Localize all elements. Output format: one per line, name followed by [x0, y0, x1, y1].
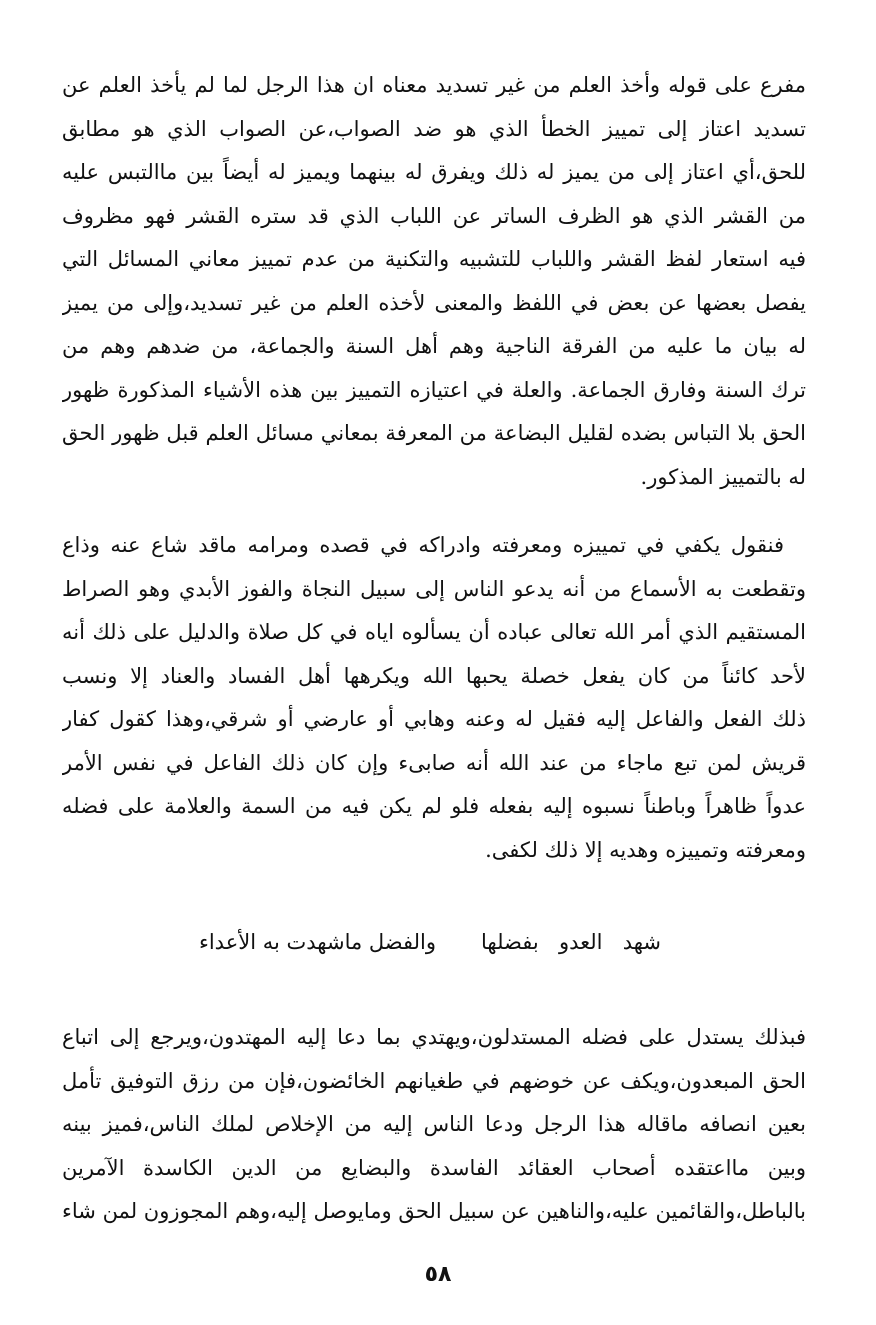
text-line: عدواً ظاهراً وباطناً نسبوه إليه بفعله فلو لم يكن فيه من السمة والعلامة على فضله	[62, 794, 806, 818]
text-line: وبين مااعتقده أصحاب العقائد الفاسدة والبضايع من الدين الكاسدة الآمرين	[62, 1155, 806, 1180]
text-line: وتقطعت به الأسماع من أنه يدعو الناس إلى سبيل النجاة والفوز الأبدي وهو الصراط	[62, 576, 806, 601]
text-line: يفصل بعضها عن بعض في اللفظ والمعنى لأخذه العلم من غير تسديد،وإلى من يميز	[62, 290, 806, 315]
book-page	[62, 64, 806, 1285]
text-line: للحق،أي اعتاز إلى من يميز له ذلك ويفرق له بينهما ويميز له أيضاً بين ماالتبس عليه	[62, 160, 806, 184]
text-line: بالباطل،والقائمين عليه،والناهين عن سبيل الحق ومايوصل إليه،وهم المجوزون لمن شاء	[62, 1199, 806, 1223]
page-number: ٥٨	[424, 1262, 452, 1287]
text-line: ذلك الفعل والفاعل إليه فقيل له وعنه وهابي أو عارضي أو شرقي،وهذا كقول كفار	[62, 707, 806, 731]
text-line: ومعرفته وتمييزه وهديه إلا ذلك لكفى.	[485, 837, 806, 862]
text-line: تسديد اعتاز إلى تمييز الخطأ الذي هو ضد الصواب،عن الصواب الذي هو مطابق	[62, 116, 806, 141]
text-line: قريش لمن تبع ماجاء من عند الله أنه صابىء وإن كان ذلك الفاعل في نفس الأمر	[62, 750, 806, 775]
text-line: المستقيم الذي أمر الله تعالى عباده أن يسألوه اياه في كل صلاة والدليل على ذلك أنه	[62, 620, 806, 644]
text-line: مفرع على قوله وأخذ العلم من غير تسديد معناه ان هذا الرجل لما لم يأخذ العلم عن	[62, 73, 806, 97]
text-line: له بيان ما عليه من الفرقة الناجية وهم أهل السنة والجماعة، من ضدهم وهم من	[62, 334, 806, 358]
text-line: الحق المبعدون،ويكف عن خوضهم في طغيانهم الخائضون،فإن من رزق التوفيق تأمل	[62, 1068, 806, 1093]
text-line: من القشر الذي هو الظرف الساتر عن اللباب الذي قد ستره القشر فهو مظروف	[62, 203, 806, 228]
paragraph-1	[62, 64, 806, 499]
text-line: ترك السنة وفارق الجماعة. والعلة في اعتيازه التمييز بين هذه الأشياء المذكورة ظهور	[62, 377, 806, 402]
verse-hemistich-second: والفضل ماشهدت به الأعداء	[198, 930, 436, 954]
text-line: فيه استعار لفظ القشر واللباب للتشبيه والتكنية من عدم تمييز معاني المسائل التي	[62, 247, 806, 271]
text-line: فبذلك يستدل على فضله المستدلون،ويهتدي بما دعا إليه المهتدون،ويرجع إلى اتباع	[62, 1025, 806, 1049]
text-line: بعين انصافه ماقاله هذا الرجل ودعا الناس إليه من الإخلاص لملك الناس،فميز بينه	[62, 1112, 806, 1136]
verse-hemistich-first: شهد العدو بفضلها	[481, 930, 661, 954]
paragraph-3	[62, 1016, 806, 1234]
text-line: له بالتمييز المذكور.	[640, 464, 806, 489]
text-line: لأحد كائناً من كان يفعل خصلة يحبها الله ويكرهها أهل الفساد والعناد إلا ونسب	[62, 663, 806, 688]
text-line: الحق بلا التباس بضده لقليل البضاعة من المعرفة بمعاني مسائل العلم قبل ظهور الحق	[62, 421, 806, 445]
paragraph-2	[62, 524, 806, 872]
text-line: فنقول يكفي في تمييزه ومعرفته وادراكه في قصده ومرامه ماقد شاع عنه وذاع	[62, 533, 784, 557]
poetry-verse	[62, 920, 806, 964]
